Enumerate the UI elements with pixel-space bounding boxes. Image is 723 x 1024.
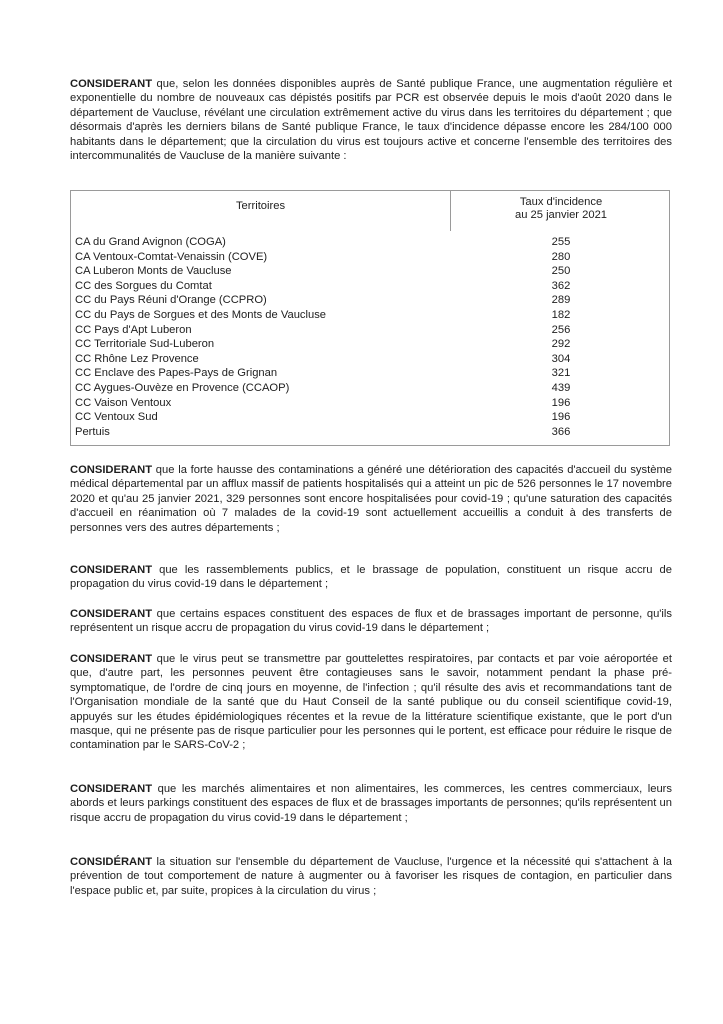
territory-name: CC Territoriale Sud-Luberon — [75, 338, 215, 351]
considerant-paragraph-6 — [70, 782, 672, 825]
table-row — [71, 396, 669, 411]
table-row — [71, 410, 669, 425]
incidence-value: 321 — [551, 367, 571, 380]
incidence-value: 256 — [551, 323, 571, 336]
considerant-keyword: CONSIDERANT — [70, 653, 153, 665]
table-row — [71, 366, 669, 381]
table-header-taux-line1: Taux d'incidence — [519, 196, 603, 208]
table-row — [71, 381, 669, 396]
considerant-paragraph-2 — [70, 463, 672, 535]
paragraph-text: que les marchés alimentaires et non alimentaires, les commerces, les centres commerciaux, leurs abords et leurs parkings constituent des espaces de flux et de brassages importants de personnes; qu'ils représentent un risque accru de propagation du virus covid-19 dans le département ; — [70, 783, 672, 824]
table-header-territoires: Territoires — [235, 200, 286, 212]
territory-name: CA Luberon Monts de Vaucluse — [75, 265, 232, 278]
table-row — [71, 425, 669, 440]
incidence-value: 289 — [551, 294, 571, 307]
table-row — [71, 352, 669, 367]
paragraph-text: que le virus peut se transmettre par gouttelettes respiratoires, par contacts et par voie aéroportée et que, d'autre part, les personnes peuvent être contagieuses sans le savoir, notamment pendant la phase pré-symptomatique, de l'ordre de cinq jours en moyenne, de l'infection ; qu'il résulte des avis et recommandations tant de l'Organisation mondiale de la santé que du Haut Conseil de la santé publique ou du conseil scientifique covid-19, appuyés sur les études épidémiologiques récentes et la revue de la littérature scientifique existante, que le port d'un masque, qui ne présente pas de risque particulier pour les personnes qui le portent, est efficace pour réduire le risque de contamination par le SARS-CoV-2 ; — [70, 653, 672, 752]
territory-name: CC des Sorgues du Comtat — [75, 279, 212, 292]
territory-name: CC du Pays Réuni d'Orange (CCPRO) — [75, 294, 267, 307]
considerant-keyword: CONSIDÉRANT — [70, 856, 153, 868]
table-header-taux — [451, 196, 671, 222]
paragraph-text: que certains espaces constituent des espaces de flux et de brassages important de personne, qu'ils représentent un risque accru de propagation du virus covid-19 dans le département ; — [70, 608, 672, 635]
incidence-value: 280 — [551, 250, 571, 263]
table-row — [71, 293, 669, 308]
incidence-value: 366 — [551, 425, 571, 438]
considerant-keyword: CONSIDERANT — [70, 78, 153, 90]
territory-name: CC du Pays de Sorgues et des Monts de Vaucluse — [75, 308, 327, 321]
paragraph-text: que, selon les données disponibles auprès de Santé publique France, une augmentation régulière et exponentielle du nombre de nouveaux cas dépistés positifs par PCR est observée depuis le mois d'août 2020 dans le département de Vaucluse, révélant une circulation extrêmement active du virus dans les territoires du département ; que désormais d'après les derniers bilans de Santé publique France, le taux d'incidence dépasse encore les 284/100 000 habitants dans le département; que la circulation du virus est toujours active et concerne l'ensemble des territoires des intercommunalités de Vaucluse de la manière suivante : — [70, 78, 672, 163]
considerant-paragraph-4 — [70, 607, 672, 636]
incidence-value: 362 — [551, 279, 571, 292]
table-row — [71, 308, 669, 323]
considerant-paragraph-7 — [70, 855, 672, 898]
territory-name: Pertuis — [75, 425, 110, 438]
incidence-value: 250 — [551, 265, 571, 278]
considerant-keyword: CONSIDERANT — [70, 464, 153, 476]
incidence-value: 439 — [551, 381, 571, 394]
incidence-value: 196 — [551, 396, 571, 409]
considerant-keyword: CONSIDERANT — [70, 608, 153, 620]
paragraph-text: que les rassemblements publics, et le brassage de population, constituent un risque accru de propagation du virus covid-19 dans le département ; — [70, 564, 672, 591]
considerant-paragraph-1 — [70, 77, 672, 163]
territory-name: CC Pays d'Apt Luberon — [75, 323, 192, 336]
territory-name: CA Ventoux-Comtat-Venaissin (COVE) — [75, 250, 268, 263]
incidence-value: 292 — [551, 338, 571, 351]
table-row — [71, 264, 669, 279]
table-body — [71, 235, 669, 439]
considerant-paragraph-5 — [70, 652, 672, 753]
territory-name: CA du Grand Avignon (COGA) — [75, 236, 226, 248]
table-row — [71, 337, 669, 352]
incidence-value: 255 — [551, 236, 571, 248]
territory-name: CC Rhône Lez Provence — [75, 352, 199, 365]
table-row — [71, 323, 669, 338]
territory-name: CC Enclave des Papes-Pays de Grignan — [75, 367, 278, 380]
table-row — [71, 235, 669, 250]
paragraph-text: que la forte hausse des contaminations a généré une détérioration des capacités d'accueil du système médical départemental par un afflux massif de patients hospitalisés qui a atteint un pic de 526 personnes le 17 novembre 2020 et qu'au 25 janvier 2021, 329 personnes sont encore hospitalisées pour covid-19 ; qu'une saturation des capacités d'accueil en réanimation où 7 malades de la covid-19 sont actuellement accueillis a conduit à des transferts de personnes vers des autres départements ; — [70, 464, 672, 534]
territory-name: CC Ventoux Sud — [75, 411, 158, 424]
table-header-taux-line2: au 25 janvier 2021 — [514, 209, 608, 221]
territory-name: CC Aygues-Ouvèze en Provence (CCAOP) — [75, 381, 290, 394]
considerant-keyword: CONSIDERANT — [70, 783, 153, 795]
table-row — [71, 279, 669, 294]
paragraph-text: la situation sur l'ensemble du département de Vaucluse, l'urgence et la nécessité qui s'attachent à la prévention de tout comportement de nature à augmenter ou à favoriser les risques de contagion, en particulier dans l'espace public et, par suite, propices à la circulation du virus ; — [70, 856, 672, 897]
table-row — [71, 250, 669, 265]
considerant-keyword: CONSIDERANT — [70, 564, 153, 576]
incidence-value: 304 — [551, 352, 571, 365]
territory-name: CC Vaison Ventoux — [75, 396, 172, 409]
considerant-paragraph-3 — [70, 563, 672, 592]
incidence-value: 182 — [551, 308, 571, 321]
incidence-value: 196 — [551, 411, 571, 424]
incidence-table — [70, 190, 670, 446]
